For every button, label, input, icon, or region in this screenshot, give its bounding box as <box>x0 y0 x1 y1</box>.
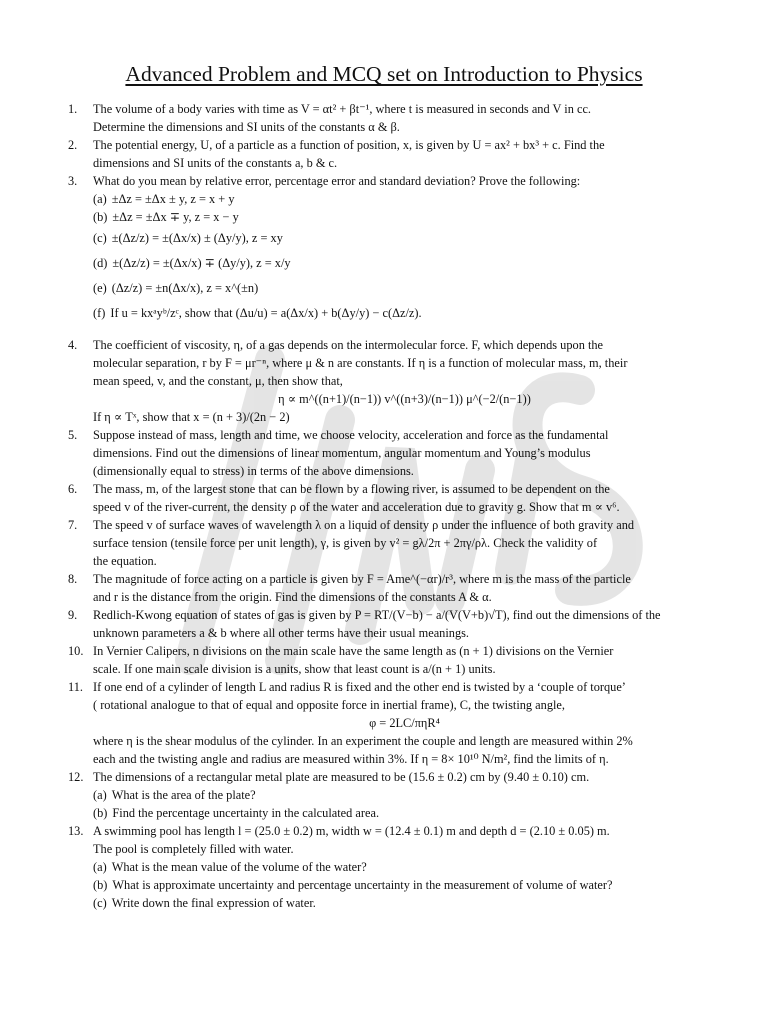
sub-question <box>93 894 716 912</box>
sub-question <box>93 226 716 251</box>
sub-question-label: (b) <box>93 806 108 820</box>
problem-text-line: The volume of a body varies with time as V = αt² + βt⁻¹, where t is measured in seconds and V in cc. <box>93 102 592 116</box>
problem-text-line: What do you mean by relative error, percentage error and standard deviation? Prove the following: <box>93 174 581 188</box>
sub-question <box>93 276 716 301</box>
problem-item <box>68 768 716 822</box>
problem-number: 5. <box>68 428 78 442</box>
problem-text-line: unknown parameters a & b where all other terms have their usual meanings. <box>93 626 470 640</box>
problem-item <box>68 100 716 136</box>
section-gap <box>68 326 716 336</box>
sub-question-label: (d) <box>93 256 108 270</box>
problem-list <box>68 100 716 912</box>
problem-text-line: the equation. <box>93 554 157 568</box>
sub-question <box>93 208 716 226</box>
problem-text-line: speed v of the river-current, the density ρ of the water and acceleration due to gravity g. Show that m ∝ v⁶. <box>93 500 620 514</box>
sub-question-text: ±(Δz/z) = ±(Δx/x) ± (Δy/y), z = xy <box>111 231 283 245</box>
sub-question-label: (e) <box>93 281 107 295</box>
problem-text-line: If η ∝ Tˣ, show that x = (n + 3)/(2n − 2) <box>93 410 290 424</box>
problem-text-line: The speed v of surface waves of wavelength λ on a liquid of density ρ under the influence of both gravity and <box>93 518 635 532</box>
sub-question-text: (Δz/z) = ±n(Δx/x), z = x^(±n) <box>111 281 259 295</box>
sub-question-text: What is the area of the plate? <box>111 788 256 802</box>
problem-text-line: The coefficient of viscosity, η, of a gas depends on the intermolecular force. F, which depends upon the <box>93 338 604 352</box>
page-title: Advanced Problem and MCQ set on Introduction to Physics <box>125 62 643 86</box>
problem-item <box>68 516 716 570</box>
sub-question-label: (a) <box>93 860 107 874</box>
problem-item <box>68 642 716 678</box>
problem-item <box>68 822 716 912</box>
problem-text-line: dimensions and SI units of the constants a, b & c. <box>93 156 338 170</box>
problem-text-line: mean speed, v, and the constant, μ, then show that, <box>93 374 343 388</box>
problem-number: 2. <box>68 138 78 152</box>
problem-item <box>68 336 716 426</box>
problem-item <box>68 172 716 326</box>
problem-number: 3. <box>68 174 78 188</box>
sub-question <box>93 804 716 822</box>
sub-question <box>93 190 716 208</box>
problem-text-line: molecular separation, r by F = μr⁻ⁿ, where μ & n are constants. If η is a function of molecular mass, m, their <box>93 356 628 370</box>
problem-text-line: The dimensions of a rectangular metal plate are measured to be (15.6 ± 0.2) cm by (9.40 ± 0.10) cm. <box>93 770 590 784</box>
problem-item <box>68 678 716 768</box>
problem-number: 10. <box>68 644 84 658</box>
sub-question-text: ±(Δz/z) = ±(Δx/x) ∓ (Δy/y), z = x/y <box>112 256 291 270</box>
problem-text-line: The pool is completely filled with water. <box>93 842 294 856</box>
problem-item <box>68 426 716 480</box>
problem-number: 7. <box>68 518 78 532</box>
problem-text-line: dimensions. Find out the dimensions of linear momentum, angular momentum and Young’s modulus <box>93 446 591 460</box>
sub-question-label: (c) <box>93 896 107 910</box>
problem-text-line: The magnitude of force acting on a particle is given by F = Ame^(−αr)/r³, where m is the mass of the particle <box>93 572 631 586</box>
problem-text-line: where η is the shear modulus of the cylinder. In an experiment the couple and length are measured within 2% <box>93 734 633 748</box>
sub-question-text: Write down the final expression of water. <box>111 896 316 910</box>
sub-question-text: What is approximate uncertainty and percentage uncertainty in the measurement of volume of water? <box>112 878 613 892</box>
sub-question-label: (c) <box>93 231 107 245</box>
problem-equation: φ = 2LC/πηR⁴ <box>369 716 440 730</box>
sub-question-label: (b) <box>93 878 108 892</box>
sub-question-text: ±Δz = ±Δx ± y, z = x + y <box>111 192 235 206</box>
problem-text-line: In Vernier Calipers, n divisions on the main scale have the same length as (n + 1) divisions on the Vernier <box>93 644 614 658</box>
problem-text-line: (dimensionally equal to stress) in terms of the above dimensions. <box>93 464 414 478</box>
problem-text-line: Determine the dimensions and SI units of the constants α & β. <box>93 120 400 134</box>
problem-number: 6. <box>68 482 78 496</box>
problem-text-line: surface tension (tensile force per unit length), γ, is given by v² = gλ/2π + 2πγ/ρλ. Check the validity of <box>93 536 598 550</box>
sub-question-text: ±Δz = ±Δx ∓ y, z = x − y <box>112 210 239 224</box>
problem-number: 4. <box>68 338 78 352</box>
sub-question-label: (a) <box>93 192 107 206</box>
problem-number: 1. <box>68 102 78 116</box>
problem-item <box>68 136 716 172</box>
sub-question-text: If u = kxᵃyᵇ/zᶜ, show that (Δu/u) = a(Δx/x) + b(Δy/y) − c(Δz/z). <box>110 306 422 320</box>
sub-question-label: (b) <box>93 210 108 224</box>
problem-equation: η ∝ m^((n+1)/(n−1)) v^((n+3)/(n−1)) μ^(−2/(n−1)) <box>278 392 531 406</box>
sub-question <box>93 876 716 894</box>
problem-text-line: The mass, m, of the largest stone that can be flown by a flowing river, is assumed to be dependent on the <box>93 482 610 496</box>
sub-question-label: (f) <box>93 306 106 320</box>
sub-question <box>93 251 716 276</box>
problem-text-line: ( rotational analogue to that of equal and opposite force in inertial frame), C, the twisting angle, <box>93 698 565 712</box>
problem-text-line: Suppose instead of mass, length and time, we choose velocity, acceleration and force as the fundamental <box>93 428 609 442</box>
problem-text-line: Redlich-Kwong equation of states of gas is given by P = RT/(V−b) − a/(V(V+b)√T), find out the dimensions of the <box>93 608 661 622</box>
problem-number: 9. <box>68 608 78 622</box>
problem-text-line: scale. If one main scale division is a units, show that least count is a/(n + 1) units. <box>93 662 496 676</box>
problem-text-line: If one end of a cylinder of length L and radius R is fixed and the other end is twisted by a ‘couple of torque’ <box>93 680 626 694</box>
sub-question-text: What is the mean value of the volume of the water? <box>111 860 367 874</box>
problem-number: 11. <box>68 680 83 694</box>
problem-item <box>68 480 716 516</box>
problem-text-line: and r is the distance from the origin. Find the dimensions of the constants A & α. <box>93 590 492 604</box>
problem-item <box>68 570 716 606</box>
sub-question-label: (a) <box>93 788 107 802</box>
problem-number: 13. <box>68 824 84 838</box>
problem-text-line: A swimming pool has length l = (25.0 ± 0.2) m, width w = (12.4 ± 0.1) m and depth d = (2.10 ± 0.05) m. <box>93 824 610 838</box>
sub-question-text: Find the percentage uncertainty in the calculated area. <box>112 806 380 820</box>
sub-question <box>93 858 716 876</box>
sub-question <box>93 786 716 804</box>
problem-number: 12. <box>68 770 84 784</box>
sub-question <box>93 301 716 326</box>
problem-item <box>68 606 716 642</box>
problem-number: 8. <box>68 572 78 586</box>
problem-text-line: each and the twisting angle and radius are measured within 3%. If η = 8× 10¹⁰ N/m², find the limits of η. <box>93 752 609 766</box>
problem-text-line: The potential energy, U, of a particle as a function of position, x, is given by U = ax² + bx³ + c. Find the <box>93 138 605 152</box>
